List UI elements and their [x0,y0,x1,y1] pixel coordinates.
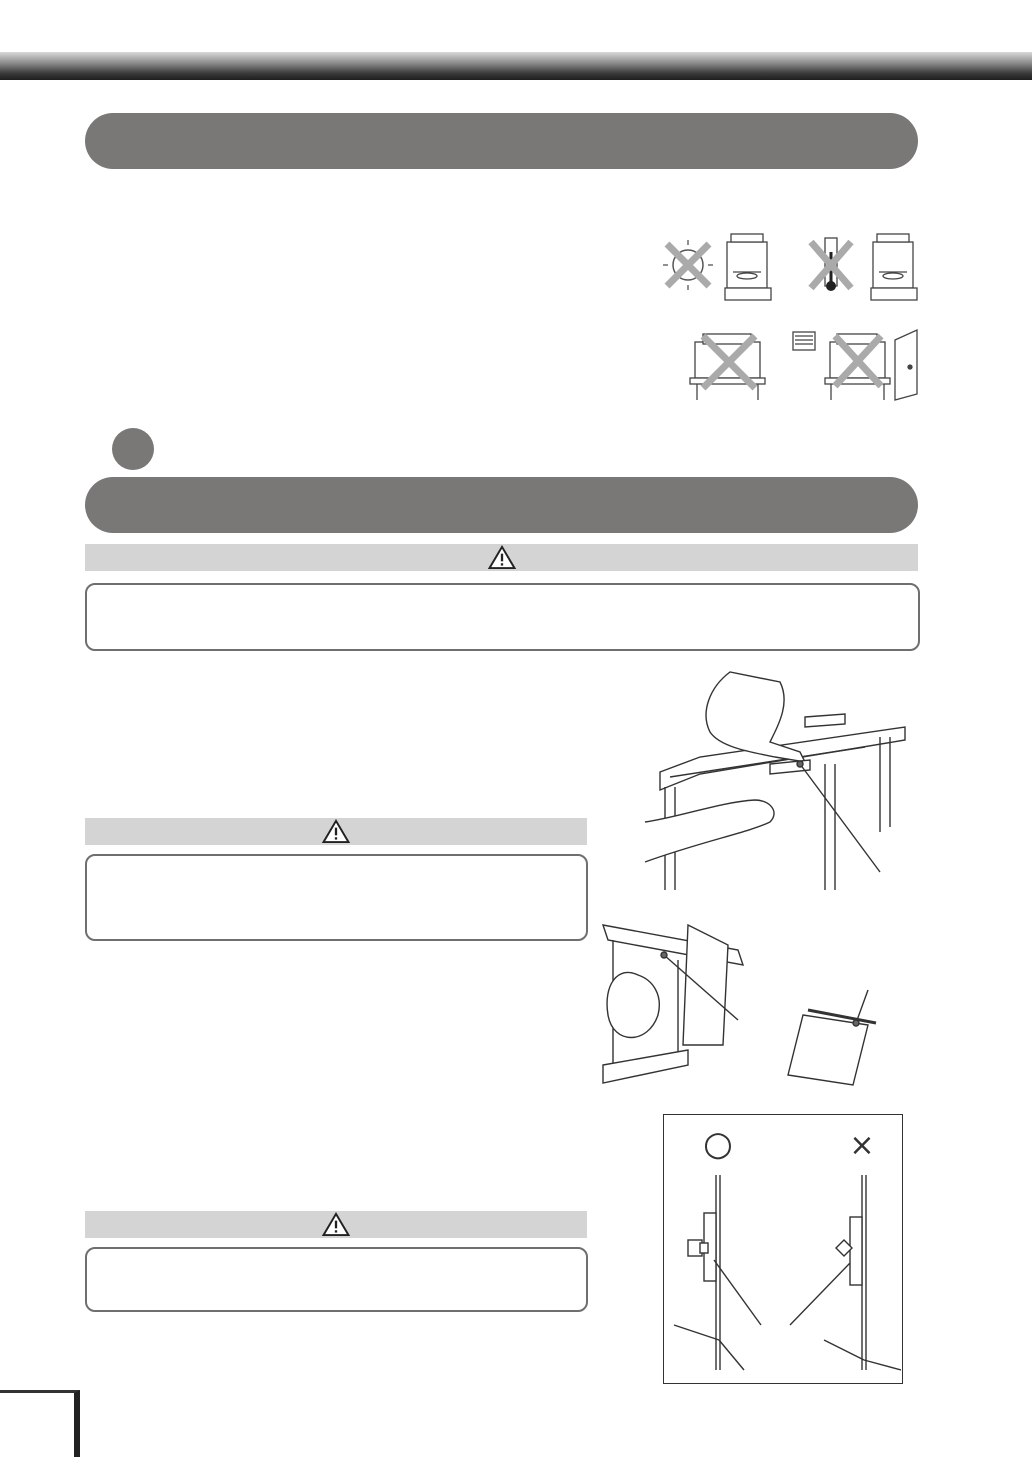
thermometer-icon [811,238,851,291]
warning-triangle-icon [487,545,517,570]
caution-bar [85,1211,587,1238]
handle-orientation-figure [663,1114,903,1384]
side-door-installation-figure [598,905,898,1095]
sun-icon [663,240,713,290]
top-header-bar [0,52,1032,80]
caution-text-box [85,854,588,941]
section-header-installation [85,113,918,169]
draft-source-icon [793,330,917,400]
caution-text-box [85,583,920,651]
caution-text-box [85,1247,588,1312]
glass-door-installation-figure [640,652,910,897]
balance-icon [871,234,917,300]
warning-triangle-icon [321,1212,351,1237]
caution-bar [85,544,918,571]
incorrect-symbol: × [849,1128,875,1163]
installation-conditions-figure [655,232,925,402]
step-number-badge [112,428,154,470]
page-corner-mark [0,1390,80,1457]
warning-triangle-icon [321,819,351,844]
balance-icon [725,234,771,300]
caution-bar [85,818,587,845]
section-header-assembly [85,477,918,533]
correct-symbol: ○ [703,1124,733,1164]
balance-on-table-icon [690,334,765,400]
